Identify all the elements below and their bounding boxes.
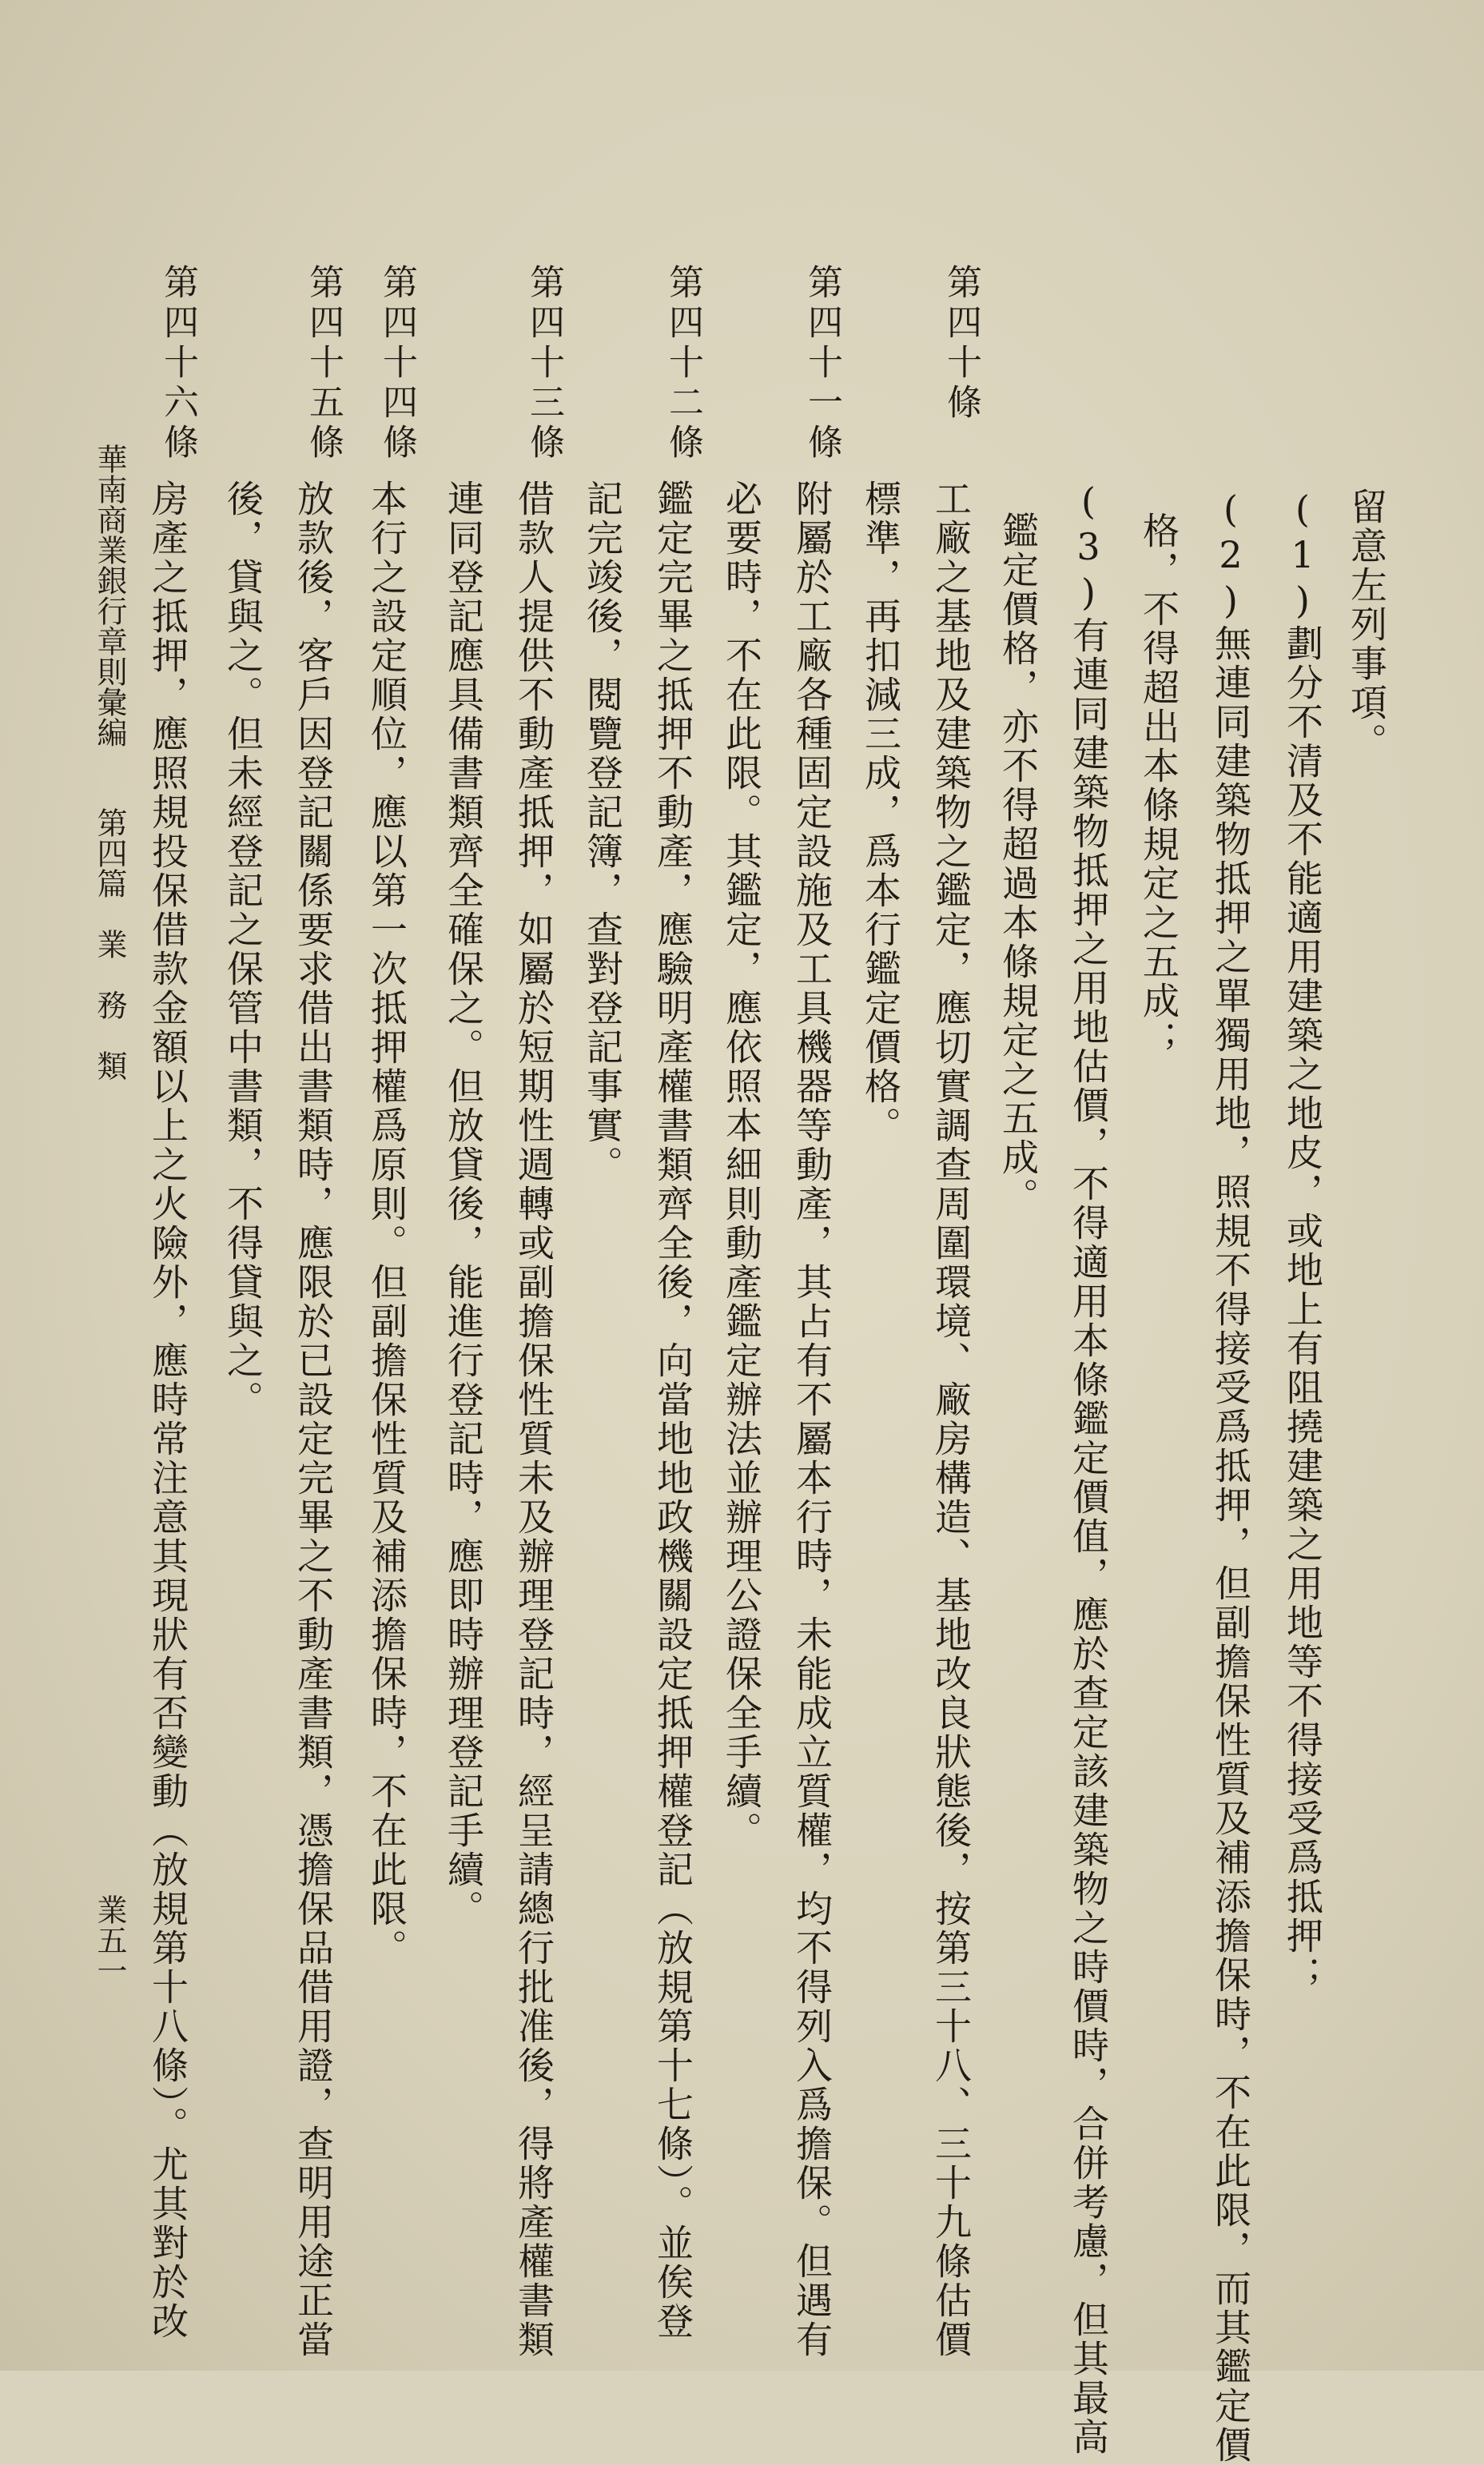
- text-line: 本行之設定順位，應以第一次抵押權爲原則。但副擔保性質及補添擔保時，不在此限。: [365, 480, 408, 1968]
- text-line: 連同登記應具備書類齊全確保之。但放貸後，能進行登記時，應即時辦理登記手續。: [442, 480, 485, 1929]
- text-line: 附屬於工廠各種固定設施及工具機器等動產，其占有不屬本行時，未能成立質權，均不得列入爲擔保。但遇有: [790, 480, 834, 2359]
- article-number: 第四十六條: [157, 264, 198, 464]
- text-line: 放款後，客戶因登記關係要求借出書類時，應限於已設定完畢之不動產書類，憑擔保品借用證，查明用途正當: [292, 480, 335, 2359]
- text-line: 後，貸與之。但未經登記之保管中書類，不得貸與之。: [221, 480, 265, 1420]
- text-line: (1)劃分不清及不能適用建築之地皮，或地上有阻撓建築之用地等不得接受爲抵押；: [1281, 488, 1324, 1995]
- section-title: 第四篇 業 務 類: [92, 807, 127, 1081]
- text-line: 鑑定完畢之抵押不動產，應驗明產權書類齊全後，向當地地政機關設定抵押權登記（放規第十七條）。並俟登: [651, 480, 694, 2341]
- text-line: 記完竣後，閱覽登記簿，查對登記事實。: [581, 480, 624, 1185]
- text-line: 工廠之基地及建築物之鑑定，應切實調查周圍環境、廠房構造、基地改良狀態後，按第三十八、三十九條估價: [929, 480, 973, 2359]
- article-number: 第四十一條: [802, 264, 842, 464]
- text-line: 借款人提供不動產抵押，如屬於短期性週轉或副擔保性質未及辦理登記時，經呈請總行批准後，得將產權書類: [512, 480, 555, 2359]
- article-number: 第四十四條: [376, 264, 417, 464]
- text-line: 鑑定價格，亦不得超過本條規定之五成。: [997, 512, 1040, 1217]
- article-number: 第四十五條: [303, 264, 344, 464]
- text-line: 格，不得超出本條規定之五成；: [1137, 512, 1180, 1060]
- page-number: 業五一: [92, 1894, 127, 1985]
- text-line: (2)無連同建築物抵押之單獨用地，照規不得接受爲抵押，但副擔保性質及補添擔保時，不在此限，而其鑑定價: [1209, 488, 1252, 2465]
- text-line: 房產之抵押，應照規投保借款金額以上之火險外，應時常注意其現狀有否變動（放規第十八條）。尤其對於改: [146, 480, 189, 2341]
- text-line: 留意左列事項。: [1345, 488, 1388, 762]
- text-line: 必要時，不在此限。其鑑定，應依照本細則動產鑑定辦法並辦理公證保全手續。: [720, 480, 763, 1850]
- text-line: 標準，再扣減三成，爲本行鑑定價格。: [859, 480, 902, 1145]
- article-number: 第四十條: [941, 264, 981, 424]
- book-title: 華南商業銀行章則彙編: [92, 444, 127, 747]
- article-number: 第四十二條: [662, 264, 703, 464]
- text-line: (3)有連同建築物抵押之用地估價，不得適用本條鑑定價值，應於查定該建築物之時價時，合併考慮，但其最高: [1067, 480, 1110, 2457]
- article-number: 第四十三條: [523, 264, 564, 464]
